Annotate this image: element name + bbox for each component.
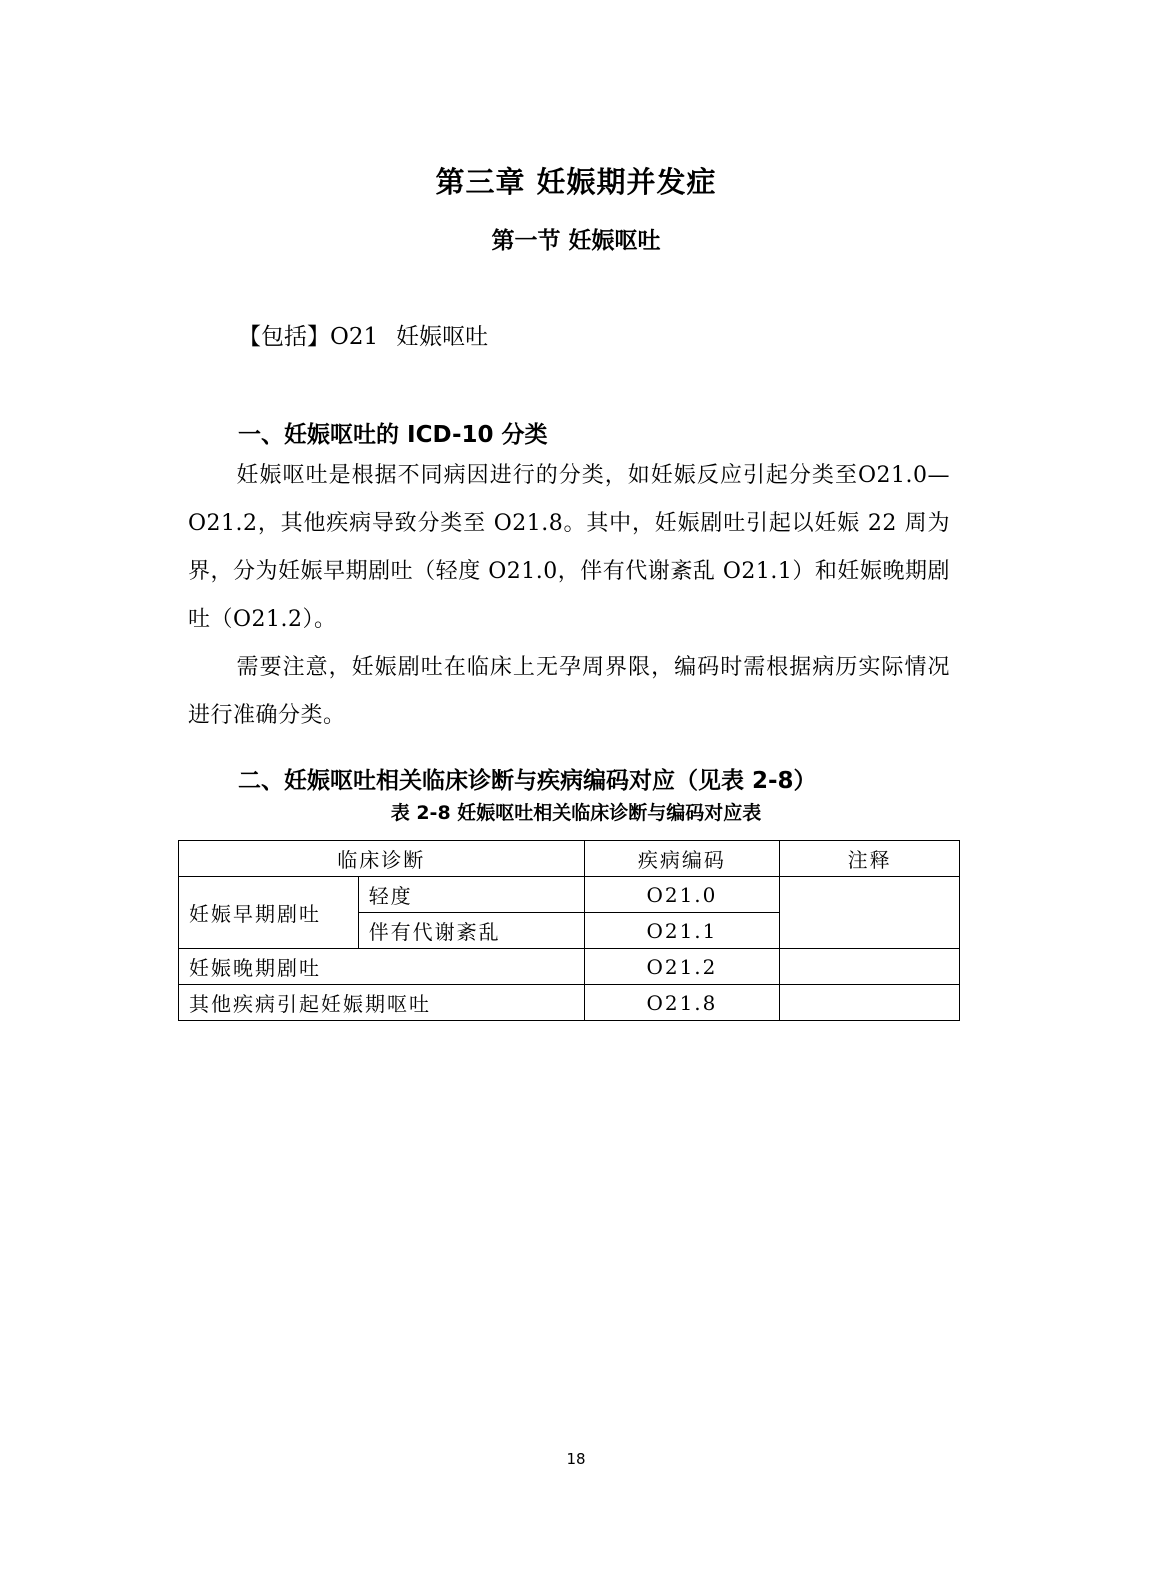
cell-early-group: 妊娠早期剧吐 bbox=[179, 877, 359, 949]
table-row bbox=[179, 985, 960, 1021]
cell-code: O21.1 bbox=[584, 913, 780, 949]
header-note: 注释 bbox=[780, 841, 960, 877]
include-line bbox=[238, 318, 488, 351]
cell-note bbox=[780, 949, 960, 985]
table-header-row bbox=[179, 841, 960, 877]
section-title: 第一节 妊娠呕吐 bbox=[491, 228, 661, 254]
diagnosis-code-table bbox=[178, 840, 960, 1021]
header-diagnosis: 临床诊断 bbox=[179, 841, 585, 877]
paragraph-classification bbox=[188, 452, 950, 644]
cell-code: O21.0 bbox=[584, 877, 780, 913]
cell-diagnosis: 妊娠晚期剧吐 bbox=[179, 949, 585, 985]
cell-note bbox=[780, 877, 960, 949]
paragraph-classification-text: 妊娠呕吐是根据不同病因进行的分类，如妊娠反应引起分类至O21.0—O21.2，其他疾病导致分类至 O21.8。其中，妊娠剧吐引起以妊娠 22 周为界，分为妊娠早期剧吐（轻度 O21.0，伴有代谢紊乱 O21.1）和妊娠晚期剧吐（O21.2）。 bbox=[188, 463, 950, 632]
include-name: 妊娠呕吐 bbox=[396, 324, 489, 350]
header-code: 疾病编码 bbox=[584, 841, 780, 877]
cell-diagnosis: 其他疾病引起妊娠期呕吐 bbox=[179, 985, 585, 1021]
include-label: 【包括】 bbox=[238, 324, 330, 350]
table-caption: 表 2-8 妊娠呕吐相关临床诊断与编码对应表 bbox=[390, 802, 762, 824]
paragraph-note-text: 需要注意，妊娠剧吐在临床上无孕周界限，编码时需根据病历实际情况进行准确分类。 bbox=[188, 655, 950, 728]
page-number: 18 bbox=[566, 1450, 586, 1468]
cell-note bbox=[780, 985, 960, 1021]
chapter-title: 第三章 妊娠期并发症 bbox=[435, 165, 717, 199]
paragraph-note bbox=[188, 644, 950, 740]
table-row bbox=[179, 949, 960, 985]
heading-diagnosis-code-mapping: 二、妊娠呕吐相关临床诊断与疾病编码对应（见表 2-8） bbox=[238, 768, 817, 794]
cell-code: O21.2 bbox=[584, 949, 780, 985]
include-code: O21 bbox=[330, 324, 379, 350]
cell-sub-diagnosis: 轻度 bbox=[358, 877, 584, 913]
table-row bbox=[179, 877, 960, 913]
cell-sub-diagnosis: 伴有代谢紊乱 bbox=[358, 913, 584, 949]
heading-icd10-classification: 一、妊娠呕吐的 ICD-10 分类 bbox=[238, 422, 548, 448]
cell-code: O21.8 bbox=[584, 985, 780, 1021]
